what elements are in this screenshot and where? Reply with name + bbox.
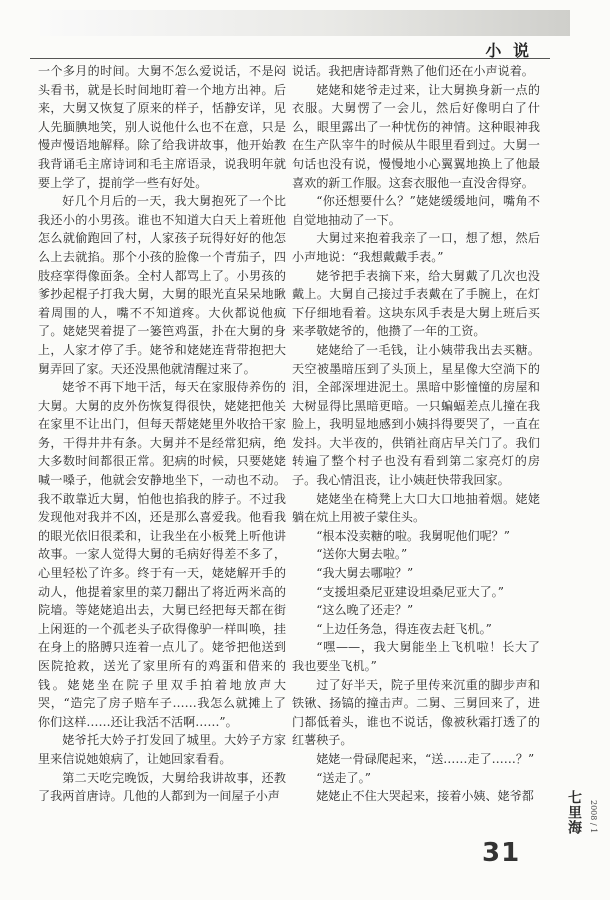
paragraph: “支援坦桑尼亚建设坦桑尼亚大了。” bbox=[316, 584, 504, 599]
paragraph: 姥姥和姥爷走过来，让大舅换身新一点的衣服。大舅愣了一会儿，然后好像明白了什么，眼里露出了一种忧伤的神情。这种眼神我在生产队宰牛的时候从牛眼里看到过。大舅一句话也没有说，慢慢地小心翼翼地换上了他最喜欢的新工作服。这套衣服他一直没舍得穿。 bbox=[292, 82, 540, 190]
page-number: 31 bbox=[482, 838, 521, 868]
paragraph: 一个多月的时间。大舅不怎么爱说话，不是闷头看书，就是长时间地盯着一个地方出神。后来，大舅又恢复了原来的样子，恬静安详，见人先腼腆地笑，别人说他什么也不在意，只是慢声慢语地解释。除了给我讲故事，他开始教我背诵毛主席诗词和毛主席语录，说我明年就要上学了，提前学一些有好处。 bbox=[38, 64, 286, 190]
paragraph: 姥爷把手表摘下来，给大舅戴了几次也没戴上。大舅自己接过手表戴在了手腕上，在灯下仔细地看着。这块东风手表是大舅上班后买来孝敬姥爷的，他攒了一年的工资。 bbox=[292, 268, 540, 339]
issue-number: 2008 / 1 bbox=[589, 800, 598, 834]
magazine-name: 七里海 bbox=[566, 790, 582, 835]
left-column bbox=[38, 62, 286, 806]
paragraph: 大舅过来抱着我亲了一口，想了想，然后小声地说：“我想戴戴手表。” bbox=[292, 231, 540, 264]
paragraph: 说话。我把唐诗都背熟了他们还在小声说着。 bbox=[292, 64, 534, 78]
paragraph: “这么晚了还走？” bbox=[316, 603, 414, 618]
paragraph: “根本没卖糖的啦。我舅呢他们呢？” bbox=[316, 528, 510, 543]
paragraph: 第二天吃完晚饭，大舅给我讲故事，还教了我两首唐诗。几他的人都到为一间屋子小声 bbox=[38, 770, 286, 804]
paragraph: “上边任务急，得连夜去赶飞机。” bbox=[316, 621, 492, 636]
paragraph: 姥爷托大妗子打发回了城里。大妗子方家里来信说她娘病了，让她回家看看。 bbox=[38, 733, 286, 766]
paragraph: 姥姥坐在椅凳上大口大口地抽着烟。姥姥躺在炕上用被子蒙住头。 bbox=[292, 491, 540, 525]
paragraph: “你还想要什么？”姥姥缓缓地问，嘴角不自觉地抽动了一下。 bbox=[292, 194, 540, 227]
paragraph: “送走了。” bbox=[316, 770, 371, 785]
paragraph: “嘿——，我大舅能坐上飞机啦！长大了我也要坐飞机。” bbox=[292, 640, 540, 673]
paragraph: “送你大舅去啦。” bbox=[316, 547, 408, 562]
paragraph: 姥姥止不住大哭起来，接着小姨、姥爷都 bbox=[316, 789, 534, 804]
header-rule bbox=[30, 58, 550, 59]
paragraph: 姥姥一骨碌爬起来，“送……走了……？” bbox=[316, 751, 535, 766]
right-column bbox=[292, 62, 540, 806]
paragraph: “我大舅去哪啦？” bbox=[316, 566, 414, 581]
section-title: 小 说 bbox=[485, 41, 532, 60]
paragraph: 姥爷不再下地干活，每天在家服侍养伤的大舅。大舅的皮外伤恢复得很快，姥姥把他关在家里不让出门，但每天帮姥姥里外收拾干家务，干得井井有条。大舅并不是经常犯病，绝大多数时间都很正常。犯病的时候，只要姥姥喊一嗓子，他就会安静地坐下，一动也不动。我不敢靠近大舅，怕他也掐我的脖子。不过我发现他对我并不凶，还是那么喜爱我。他看我的眼光依旧很柔和，让我坐在小板凳上听他讲故事。一家人觉得大舅的毛病好得差不多了，心里轻松了许多。终于有一天，姥姥解开手的动人，他提着家里的菜刀翻出了将近两米高的院墙。等姥姥追出去，大舅已经把每天都在街上闲逛的一个孤老头子砍得像驴一样叫唤，挂在身上的胳膊只连着一点儿了。姥爷把他送到医院抢救，送光了家里所有的鸡蛋和借来的钱。姥姥坐在院子里双手拍着地放声大哭，“造完了房子赔车子……我怎么就摊上了你们这样……还让我活不活啊……”。 bbox=[38, 380, 286, 729]
page-header bbox=[0, 0, 610, 60]
paragraph: 过了好半天，院子里传来沉重的脚步声和铁锹、扬镐的撞击声。二舅、三舅回来了，进门都低着头，谁也不说话，像被秋霜打透了的红薯秧子。 bbox=[292, 677, 540, 748]
header-band bbox=[40, 10, 570, 36]
paragraph: 好几个月后的一天，我大舅抱死了一个比我还小的小男孩。谁也不知道大白天上着班他怎么就偷跑回了村，人家孩子玩得好好的他怎么上去就掐。那个小孩的脸像一个青茄子，四肢痉挛得像面条。全村人都骂上了。小男孩的爹抄起棍子打我大舅，大舅的眼光直呆呆地瞅着周围的人，嘴不不知道疼。大伙都说他疯了。姥姥哭着提了一篓笆鸡蛋，扑在大舅的身上，人家才停了手。姥爷和姥姥连背带抱把大舅弄回了家。天还没黑他就清醒过来了。 bbox=[38, 194, 286, 376]
paragraph: 姥姥给了一毛钱，让小姨带我出去买糖。天空被墨暗压到了头顶上，星星像大空淌下的泪，全部深埋进泥土。黑暗中影憧憧的房屋和大树显得比黑暗更暗。一只蝙蝠差点儿撞在我脸上，我明显地感到小姨抖得要哭了，一直在发抖。大半夜的，供销社商店早关门了。我们转遍了整个村子也没有看到第二家亮灯的房子。我心情沮丧，让小姨赶快带我回家。 bbox=[292, 342, 540, 488]
